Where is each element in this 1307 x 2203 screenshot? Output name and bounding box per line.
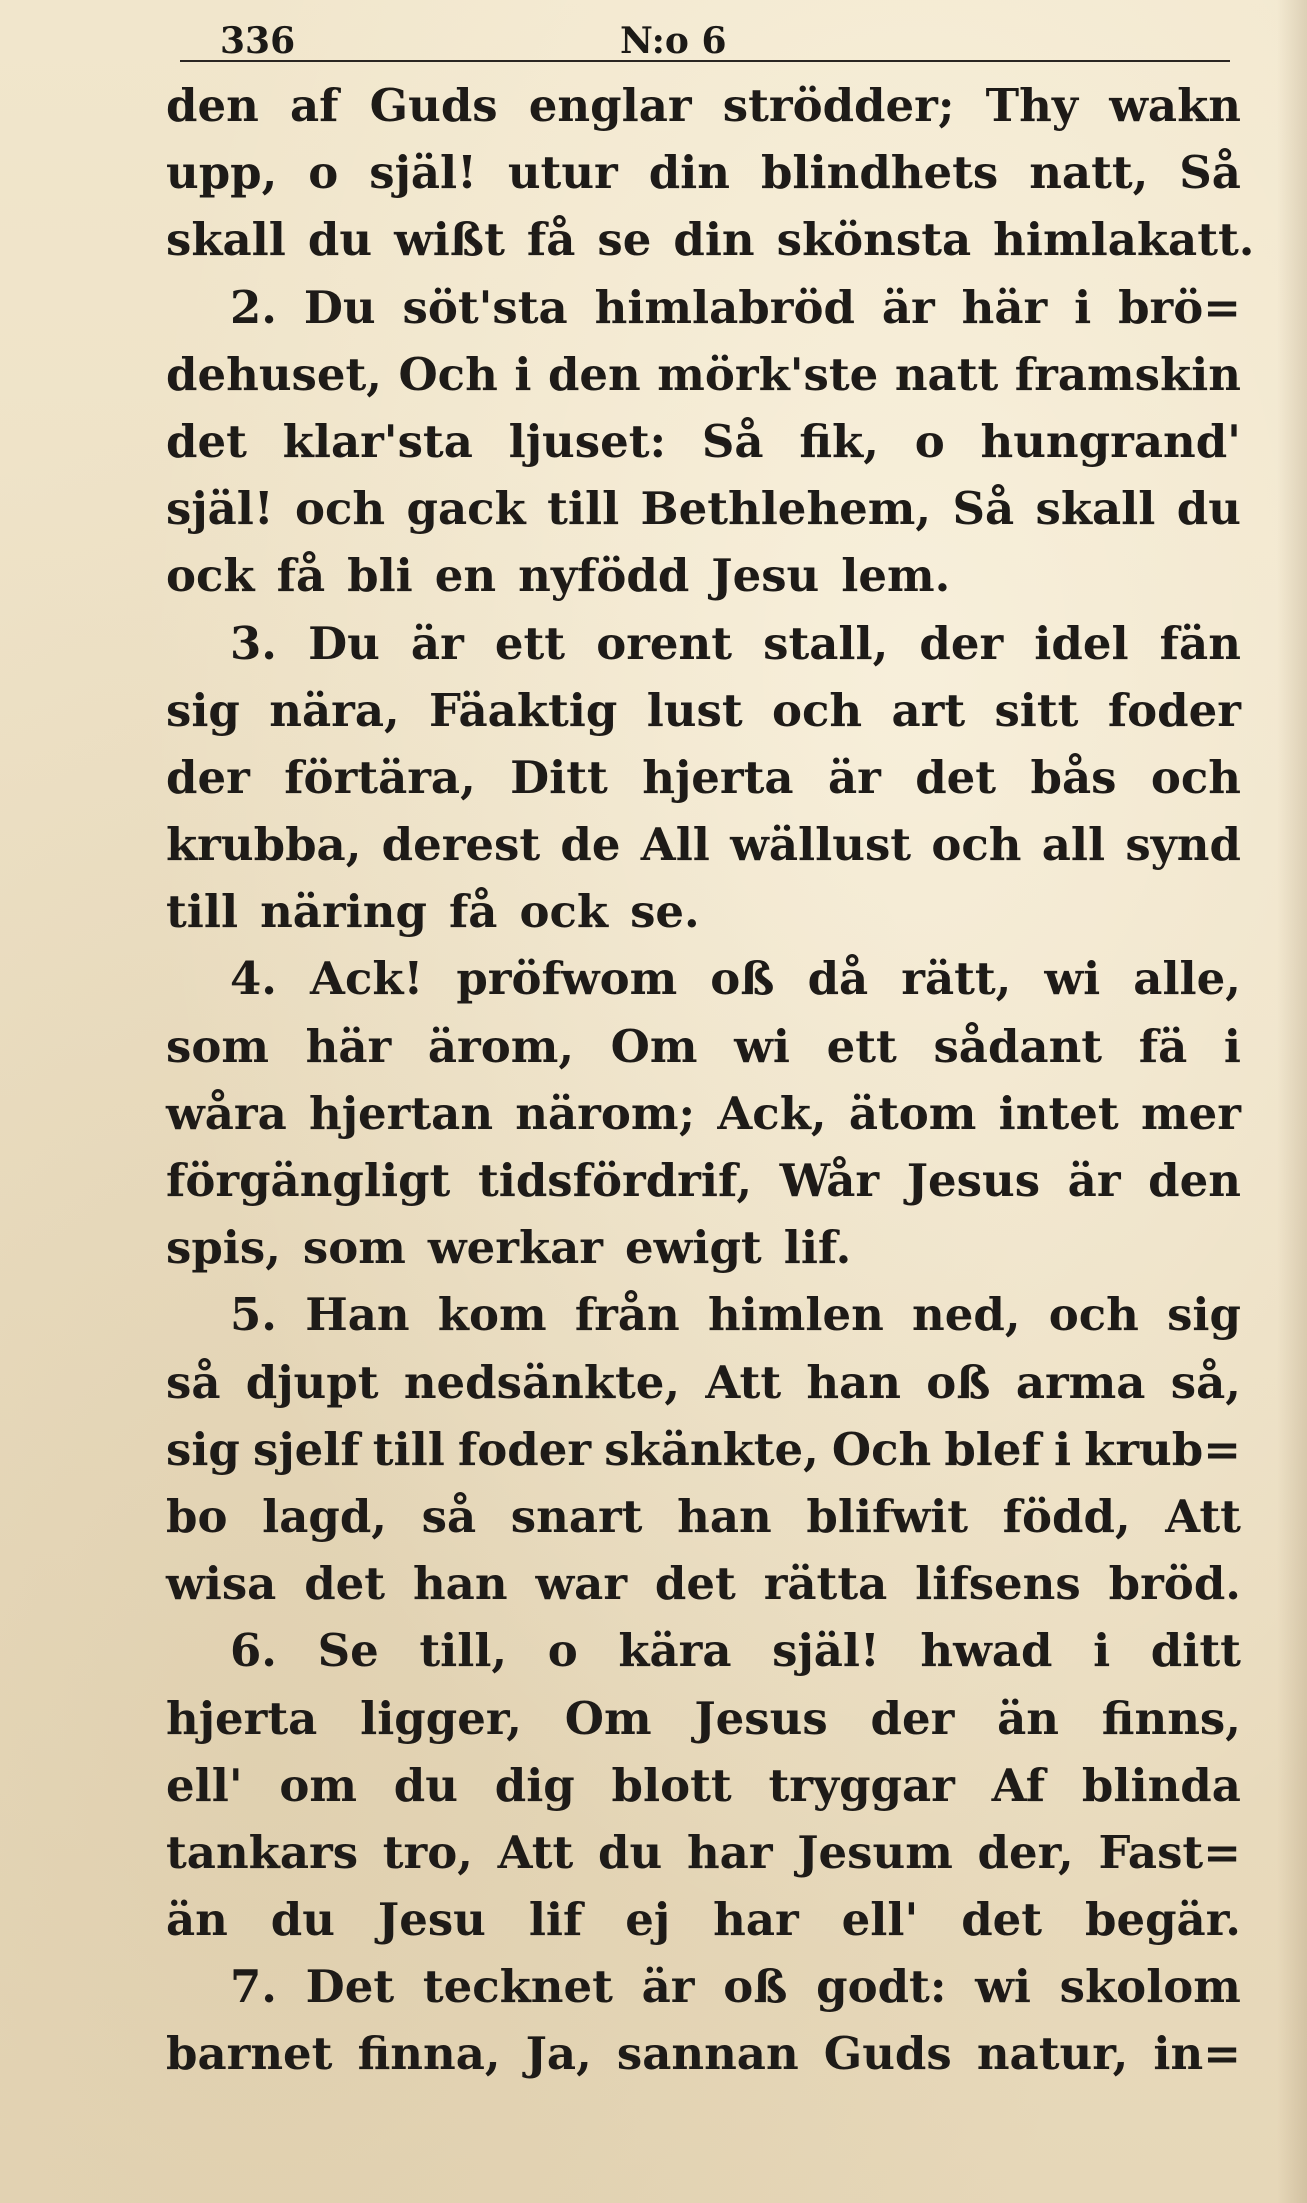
text-line: [166, 1416, 1241, 1483]
word: se.: [630, 885, 700, 939]
word: Du: [303, 280, 376, 334]
word: som: [166, 1019, 269, 1073]
word: Wår: [779, 1154, 880, 1207]
word: han: [677, 1489, 772, 1543]
word: framskin: [1014, 347, 1241, 401]
text-line: [166, 1147, 1241, 1214]
word: sig: [166, 683, 240, 737]
word: strödder;: [722, 79, 955, 132]
word: hjerta: [166, 1691, 318, 1745]
word: der: [870, 1691, 955, 1745]
word: och: [295, 482, 386, 536]
word: Af: [991, 1758, 1046, 1812]
text-line: [166, 1886, 1241, 1953]
word: Du: [308, 616, 380, 670]
word: ätom: [848, 1086, 977, 1140]
word: oß: [723, 1960, 788, 2014]
word: dig: [494, 1758, 575, 1812]
text-line: [166, 1214, 1241, 1281]
word: intet: [998, 1086, 1119, 1140]
text-line: [166, 475, 1241, 542]
word: englar: [528, 79, 692, 132]
word: få: [526, 213, 576, 267]
word: blott: [611, 1758, 732, 1812]
word: bli: [347, 549, 413, 603]
text-line: [166, 677, 1241, 744]
text-line: [166, 1080, 1241, 1147]
word: fä: [1138, 1019, 1188, 1073]
word: Bethlehem,: [640, 482, 932, 536]
word: i: [1093, 1624, 1111, 1678]
word: se: [597, 213, 652, 267]
text-line: [166, 274, 1241, 341]
word: har: [686, 1825, 773, 1879]
word: Guds: [823, 2027, 952, 2081]
word: om: [279, 1758, 358, 1812]
text-line: [166, 542, 1241, 609]
word: gack: [406, 482, 526, 536]
word: till: [166, 885, 239, 939]
word: Så: [701, 414, 764, 468]
word: till: [547, 482, 620, 536]
text-line: [166, 1483, 1241, 1550]
word: wißt: [394, 213, 505, 267]
word: Det: [305, 1960, 395, 2014]
word: sig: [1167, 1288, 1241, 1342]
word: hjerta: [642, 750, 794, 804]
word: så: [421, 1489, 477, 1543]
word: skönsta: [776, 213, 972, 267]
word: i: [514, 347, 532, 401]
page-number: 336: [220, 20, 296, 62]
word: wi: [975, 1960, 1031, 2014]
word: näring: [260, 885, 427, 939]
text-line: [166, 1819, 1241, 1886]
word: och: [1150, 750, 1241, 804]
text-line: [166, 1349, 1241, 1416]
word: Att: [1165, 1489, 1241, 1543]
word: war: [535, 1557, 628, 1611]
word: bo: [166, 1489, 228, 1543]
word: ock: [166, 549, 255, 603]
word: begär.: [1085, 1893, 1241, 1947]
word: tidsfördrif,: [477, 1154, 753, 1207]
text-line: [166, 878, 1241, 945]
word: natur,: [976, 2027, 1129, 2081]
word: klar'sta: [282, 414, 473, 468]
word: mörk'ste: [657, 347, 879, 401]
word: tryggar: [768, 1758, 955, 1812]
word: ell': [841, 1893, 919, 1947]
word: så,: [1170, 1355, 1241, 1409]
word: då: [807, 952, 869, 1006]
word: finns,: [1101, 1691, 1241, 1745]
word: ditt: [1150, 1624, 1241, 1678]
word: få: [276, 549, 326, 603]
word: o: [547, 1624, 578, 1678]
word: du: [393, 1758, 458, 1812]
word: skall: [166, 213, 286, 267]
word: himlabröd: [594, 280, 855, 334]
word: är: [410, 616, 464, 670]
word: 4.: [230, 952, 277, 1006]
word: Så: [952, 482, 1015, 536]
word: all: [1041, 818, 1106, 872]
word: sig: [166, 1422, 240, 1476]
word: Guds: [369, 79, 498, 132]
word: det: [304, 1557, 386, 1611]
word: lifsens: [915, 1557, 1081, 1611]
word: Jesu: [377, 1893, 486, 1947]
word: rätta: [763, 1557, 888, 1611]
word: arma: [1015, 1355, 1146, 1409]
word: förgängligt: [166, 1154, 451, 1207]
word: spis,: [166, 1221, 281, 1275]
word: nyfödd: [518, 549, 690, 603]
word: du: [598, 1825, 663, 1879]
word: förtära,: [284, 750, 476, 804]
word: wi: [1044, 952, 1101, 1006]
word: der,: [977, 1825, 1074, 1879]
word: djupt: [245, 1355, 379, 1409]
word: bås: [1030, 750, 1117, 804]
word: nära,: [269, 683, 400, 737]
word: ärom,: [427, 1019, 575, 1073]
word: Han: [305, 1288, 410, 1342]
word: kära: [618, 1624, 732, 1678]
word: söt'sta: [402, 280, 568, 334]
word: o: [308, 146, 339, 200]
word: godt:: [816, 1960, 947, 2014]
text-line: [166, 1281, 1241, 1348]
word: skolom: [1059, 1960, 1241, 2014]
text-line: [166, 139, 1241, 206]
word: upp,: [166, 146, 278, 200]
word: dehuset,: [166, 347, 382, 401]
word: Så: [1179, 146, 1241, 200]
word: den: [547, 347, 641, 401]
text-line: [166, 2020, 1241, 2087]
word: och: [931, 818, 1022, 872]
word: Om: [564, 1691, 652, 1745]
word: 2.: [230, 280, 277, 334]
word: hjertan: [309, 1086, 494, 1140]
word: snart: [510, 1489, 643, 1543]
word: i: [1074, 280, 1092, 334]
word: Att: [497, 1825, 574, 1879]
word: har: [713, 1893, 799, 1947]
word: Jesum: [797, 1825, 953, 1879]
word: än: [997, 1691, 1059, 1745]
word: lagd,: [262, 1489, 387, 1543]
word: himlakatt.: [993, 213, 1255, 267]
word: är: [1067, 1154, 1121, 1207]
word: här: [305, 1019, 392, 1073]
word: du: [270, 1893, 335, 1947]
word: lif: [528, 1893, 583, 1947]
word: Om: [610, 1019, 698, 1073]
word: wåra: [166, 1086, 287, 1140]
word: All: [640, 818, 710, 872]
word: idel: [1034, 616, 1129, 670]
word: de: [560, 818, 621, 872]
word: Fast=: [1098, 1825, 1241, 1879]
word: der: [919, 616, 1004, 670]
word: ljuset:: [508, 414, 667, 468]
word: nedsänkte,: [403, 1355, 681, 1409]
word: 5.: [230, 1288, 277, 1342]
word: ett: [826, 1019, 897, 1073]
word: Se: [317, 1624, 379, 1678]
word: så: [166, 1355, 221, 1409]
word: är: [827, 750, 881, 804]
word: wisa: [166, 1557, 277, 1611]
word: få: [448, 885, 498, 939]
word: närom;: [515, 1086, 696, 1140]
word: Jesus: [906, 1154, 1041, 1207]
word: lif.: [783, 1221, 852, 1275]
word: synd: [1125, 818, 1241, 872]
text-line: [166, 811, 1241, 878]
word: ett: [494, 616, 566, 670]
word: 3.: [230, 616, 277, 670]
hymn-number: N:o 6: [620, 20, 727, 62]
text-line: [166, 744, 1241, 811]
word: det: [915, 750, 997, 804]
word: in=: [1153, 2027, 1241, 2081]
word: alle,: [1133, 952, 1241, 1006]
text-line: [166, 1013, 1241, 1080]
word: din: [648, 146, 730, 200]
word: wi: [734, 1019, 790, 1073]
word: det: [166, 414, 247, 468]
text-line: [166, 1685, 1241, 1752]
word: till: [372, 1422, 445, 1476]
word: skänkte,: [604, 1422, 819, 1476]
word: lust: [646, 683, 743, 737]
word: till,: [419, 1624, 508, 1678]
word: stall,: [763, 616, 889, 670]
word: utur: [507, 146, 618, 200]
word: Ack!: [310, 952, 424, 1006]
word: du: [1176, 482, 1241, 536]
word: Ja,: [525, 2027, 592, 2081]
word: krub=: [1084, 1422, 1241, 1476]
text-line: [166, 206, 1255, 273]
word: werkar: [427, 1221, 603, 1275]
word: ock: [519, 885, 609, 939]
word: ned,: [912, 1288, 1021, 1342]
word: af: [289, 79, 339, 132]
word: Jesus: [694, 1691, 828, 1745]
word: foder: [1107, 683, 1241, 737]
word: hwad: [920, 1624, 1053, 1678]
word: der: [166, 750, 250, 804]
word: lem.: [841, 549, 951, 603]
word: pröfwom: [456, 952, 678, 1006]
word: hungrand': [980, 414, 1241, 468]
word: och: [771, 683, 863, 737]
word: själ!: [772, 1624, 880, 1678]
word: rätt,: [901, 952, 1012, 1006]
word: är: [641, 1960, 695, 2014]
text-line: [166, 1550, 1241, 1617]
word: kom: [437, 1288, 547, 1342]
word: han: [412, 1557, 508, 1611]
word: skall: [1035, 482, 1156, 536]
word: den: [1148, 1154, 1241, 1207]
word: fik,: [799, 414, 879, 468]
word: art: [891, 683, 966, 737]
word: din: [673, 213, 755, 267]
header-rule: [180, 60, 1230, 62]
word: Fäaktig: [429, 683, 618, 737]
word: du: [307, 213, 373, 267]
word: ligger,: [360, 1691, 522, 1745]
word: blifwit: [806, 1489, 968, 1543]
word: barnet: [166, 2027, 333, 2081]
word: här: [961, 280, 1048, 334]
text-line: [166, 341, 1241, 408]
word: natt: [894, 347, 999, 401]
word: i: [1053, 1422, 1072, 1476]
word: o: [914, 414, 945, 468]
word: tecknet: [422, 1960, 613, 2014]
word: i: [1223, 1019, 1241, 1073]
page-edge-shadow: [1277, 0, 1307, 2203]
word: som: [302, 1221, 406, 1275]
word: oß: [710, 952, 775, 1006]
text-line: [166, 1752, 1241, 1819]
word: mer: [1140, 1086, 1241, 1140]
word: krubba,: [166, 818, 362, 872]
word: Och: [831, 1422, 932, 1476]
word: himlen: [707, 1288, 884, 1342]
word: oß: [926, 1355, 991, 1409]
word: wällust: [730, 818, 912, 872]
word: själ!: [166, 482, 274, 536]
word: tro,: [382, 1825, 473, 1879]
word: 7.: [230, 1960, 277, 2014]
word: är: [881, 280, 935, 334]
word: än: [166, 1893, 228, 1947]
word: sitt: [994, 683, 1079, 737]
word: 6.: [230, 1624, 277, 1678]
word: sjelf: [252, 1422, 360, 1476]
word: derest: [381, 818, 541, 872]
word: bröd.: [1108, 1557, 1241, 1611]
word: ewigt: [625, 1221, 762, 1275]
word: Jesu: [711, 549, 820, 603]
word: ej: [625, 1893, 671, 1947]
word: foder: [457, 1422, 592, 1476]
text-line: [166, 1953, 1241, 2020]
word: Och: [398, 347, 498, 401]
word: han: [806, 1355, 901, 1409]
text-line: [166, 610, 1241, 677]
word: wakn: [1109, 79, 1241, 132]
word: Thy: [985, 79, 1079, 132]
page-header: [180, 14, 1230, 74]
word: finna,: [357, 2027, 501, 2081]
word: född,: [1002, 1489, 1131, 1543]
word: Att: [705, 1355, 782, 1409]
word: orent: [596, 616, 733, 670]
word: det: [961, 1893, 1043, 1947]
word: blindhets: [760, 146, 999, 200]
text-line: [166, 1617, 1241, 1684]
word: från: [574, 1288, 680, 1342]
text-line: [166, 408, 1241, 475]
hymn-text: [166, 72, 1255, 2088]
word: själ!: [369, 146, 477, 200]
word: det: [654, 1557, 736, 1611]
text-line: [166, 72, 1241, 139]
word: tankars: [166, 1825, 359, 1879]
word: en: [434, 549, 497, 603]
word: sannan: [616, 2027, 799, 2081]
text-line: [166, 945, 1241, 1012]
word: och: [1048, 1288, 1139, 1342]
word: den: [166, 79, 259, 132]
word: blef: [944, 1422, 1041, 1476]
word: Ditt: [510, 750, 608, 804]
word: natt,: [1029, 146, 1149, 200]
word: fän: [1159, 616, 1241, 670]
word: blinda: [1081, 1758, 1241, 1812]
word: sådant: [933, 1019, 1103, 1073]
word: ell': [166, 1758, 243, 1812]
word: brö=: [1118, 280, 1241, 334]
word: Ack,: [717, 1086, 827, 1140]
